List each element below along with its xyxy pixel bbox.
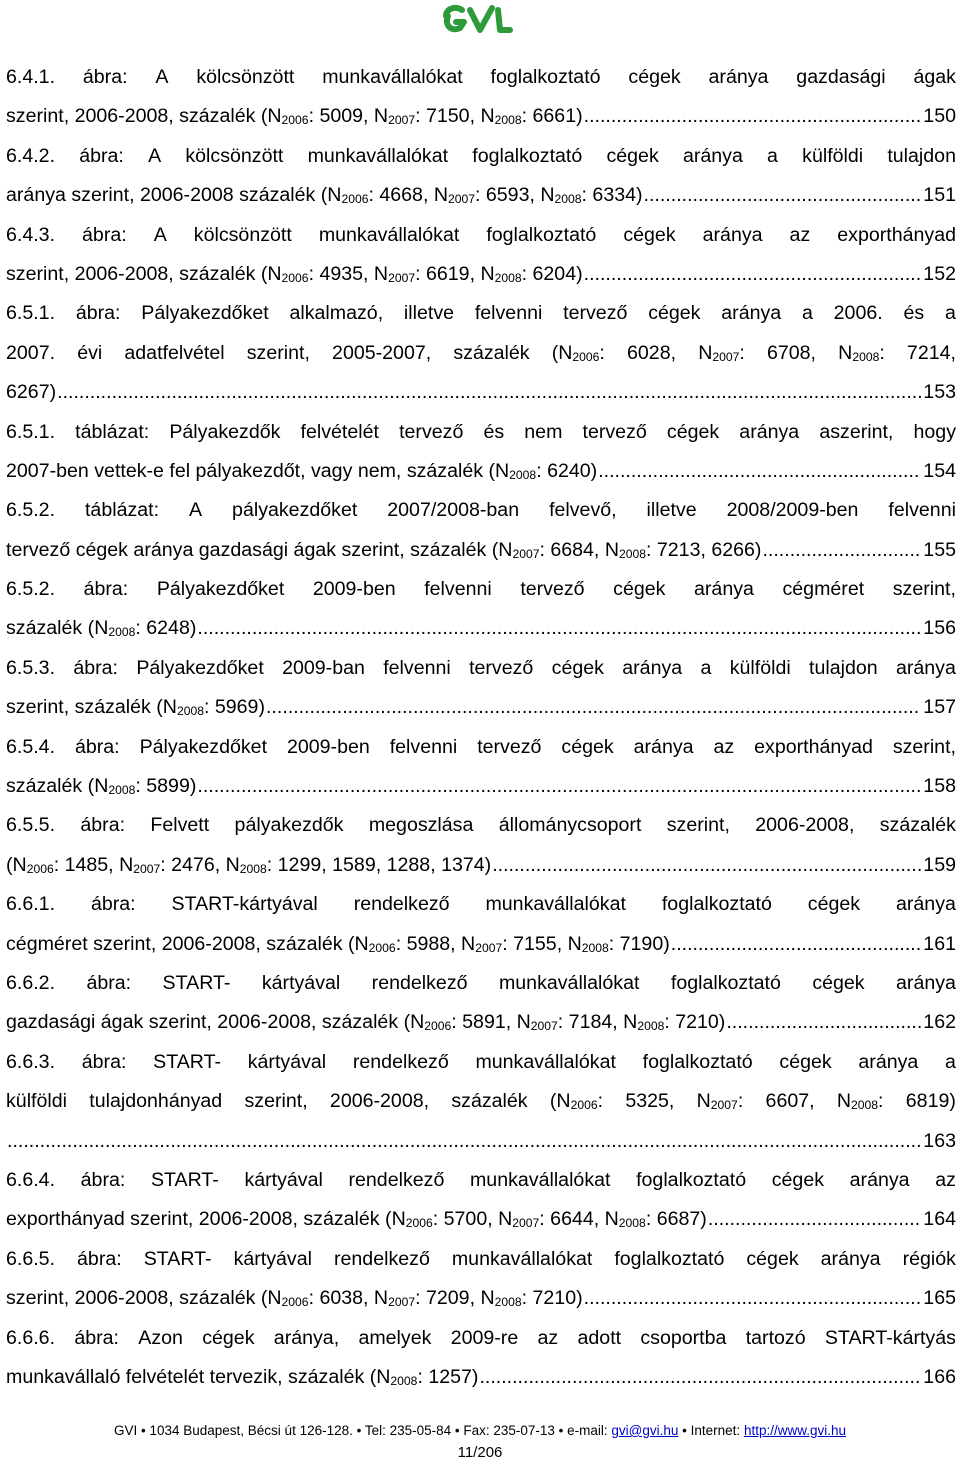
toc-entry-line: 6.4.1. ábra: A kölcsönzött munkavállalókat foglalkoztató cégek aránya gazdasági ágak [6, 66, 956, 88]
toc-entry-line: 6.6.2. ábra: START- kártyával rendelkező munkavállalókat foglalkoztató cégek aránya [6, 971, 956, 994]
toc-entry-line: 6.6.1. ábra: START-kártyával rendelkező munkavállalókat foglalkoztató cégek aránya [6, 893, 956, 916]
toc-dot-leader [479, 1358, 921, 1397]
toc-entry-title-end: szerint, 2006-2008, százalék ($N_{2006}$: 5009, $N_{2007}$: 7150, $N_{2008}$: 6661) [6, 105, 583, 128]
toc-entry-last-line [6, 1003, 956, 1042]
toc-dot-leader [7, 1122, 921, 1161]
toc-entry[interactable] [6, 964, 956, 1043]
toc-entry-title-end: 6267) [6, 381, 57, 404]
toc-entry-last-line [6, 97, 956, 136]
toc-page-number: 150 [923, 105, 956, 128]
toc-entry-title-end: szerint, 2006-2008, százalék ($N_{2006}$: 6038, $N_{2007}$: 7209, $N_{2008}$: 7210) [6, 1287, 583, 1310]
toc-dot-leader [598, 452, 921, 491]
toc-dot-leader [584, 1279, 922, 1318]
toc-entry[interactable] [6, 728, 956, 807]
toc-entry-line: 6.5.2. ábra: Pályakezdőket 2009-ben felvenni tervező cégek aránya cégméret szerint, [6, 578, 956, 601]
toc-entry-line: 6.5.1. táblázat: Pályakezdők felvételét tervező és nem tervező cégek aránya aszerint, hogy [6, 420, 956, 443]
toc-entry-title-end: tervező cégek aránya gazdasági ágak szerint, százalék ($N_{2007}$: 6684, $N_{2008}$: 7213, 6266) [6, 538, 762, 561]
toc-entry-title-end: szerint, 2006-2008, százalék ($N_{2006}$: 4935, $N_{2007}$: 6619, $N_{2008}$: 6204) [6, 262, 583, 285]
footer-email-link[interactable]: gvi@gvi.hu [611, 1423, 679, 1438]
footer-address: GVI • 1034 Budapest, Bécsi út 126-128. • Tel: 235-05-84 • Fax: 235-07-13 • e-mail: [113, 1423, 612, 1438]
toc-page-number: 156 [923, 617, 956, 640]
toc-dot-leader [762, 531, 921, 570]
page-number: 11/206 [457, 1444, 503, 1461]
toc-entry-last-line [6, 609, 956, 648]
toc-entry-line: 6.6.4. ábra: START- kártyával rendelkező munkavállalókat foglalkoztató cégek aránya az [6, 1168, 956, 1191]
toc-entry-title-end: ($N_{2006}$: 1485, $N_{2007}$: 2476, $N_{2008}$: 1299, 1589, 1288, 1374) [6, 853, 492, 876]
toc-entry-line: 6.4.3. ábra: A kölcsönzött munkavállalókat foglalkoztató cégek aránya az exporthányad [6, 223, 956, 246]
toc-page-number: 155 [923, 538, 956, 561]
toc-entry-line: 6.5.3. ábra: Pályakezdőket 2009-ban felvenni tervező cégek aránya a külföldi tulajdon aránya [6, 656, 956, 679]
toc-page-number: 152 [923, 262, 956, 285]
toc-entry-title-end: cégméret szerint, 2006-2008, százalék ($N_{2006}$: 5988, $N_{2007}$: 7155, $N_{2008}$: 7190) [6, 932, 670, 955]
toc-page-number: 154 [923, 459, 956, 482]
toc-page-number: 159 [923, 853, 956, 876]
toc-entry-last-line [6, 1358, 956, 1397]
toc-entry-last-line [6, 176, 956, 215]
toc-entry[interactable] [6, 294, 956, 412]
toc-page-number: 163 [923, 1129, 956, 1152]
toc-dot-leader [266, 688, 921, 727]
toc-dot-leader [584, 97, 922, 136]
toc-entry-last-line [6, 452, 956, 491]
toc-entry-line: 6.6.5. ábra: START- kártyával rendelkező munkavállalókat foglalkoztató cégek aránya régiók [6, 1247, 956, 1270]
toc-page-number: 153 [923, 381, 956, 404]
toc-entry-last-line [6, 767, 956, 806]
toc-dot-leader [708, 1200, 921, 1239]
toc-entry-title-end: szerint, százalék ($N_{2008}$: 5969) [6, 696, 265, 719]
toc-page-number: 166 [923, 1365, 956, 1388]
toc-page-number: 158 [923, 775, 956, 798]
gvi-logo [438, 2, 522, 42]
toc-entry-title-end: gazdasági ágak szerint, 2006-2008, százalék ($N_{2006}$: 5891, $N_{2007}$: 7184, $N_{2008}$: 7210) [6, 1011, 726, 1034]
toc-dot-leader [492, 846, 921, 885]
toc-entry-last-line [6, 688, 956, 727]
table-of-figures [6, 58, 956, 1397]
toc-entry-line: 6.5.1. ábra: Pályakezdőket alkalmazó, illetve felvenni tervező cégek aránya a 2006. és a [6, 302, 956, 325]
toc-entry[interactable] [6, 570, 956, 649]
toc-entry-title-end: 2007-ben vettek-e fel pályakezdőt, vagy nem, százalék ($N_{2008}$: 6240) [6, 459, 598, 482]
toc-entry[interactable] [6, 1240, 956, 1319]
toc-entry-title-end: exporthányad szerint, 2006-2008, százalék ($N_{2006}$: 5700, $N_{2007}$: 6644, $N_{2008}$: 6687) [6, 1208, 707, 1231]
toc-entry-title-end: százalék ($N_{2008}$: 6248) [6, 617, 197, 640]
toc-dot-leader [671, 925, 922, 964]
toc-entry[interactable] [6, 1319, 956, 1398]
toc-dot-leader [584, 255, 922, 294]
toc-entry-title-end: százalék ($N_{2008}$: 5899) [6, 775, 197, 798]
toc-entry-last-line [6, 531, 956, 570]
toc-page-number: 157 [923, 696, 956, 719]
toc-entry-last-line [6, 1122, 956, 1161]
toc-entry[interactable] [6, 649, 956, 728]
toc-entry[interactable] [6, 58, 956, 137]
toc-entry-line: 6.6.3. ábra: START- kártyával rendelkező munkavállalókat foglalkoztató cégek aránya a [6, 1050, 956, 1073]
toc-page-number: 162 [923, 1011, 956, 1034]
toc-entry-line: 6.5.2. táblázat: A pályakezdőket 2007/2008-ban felvevő, illetve 2008/2009-ben felvenni [6, 499, 956, 522]
toc-dot-leader [197, 609, 921, 648]
toc-entry-last-line [6, 846, 956, 885]
toc-entry[interactable] [6, 806, 956, 885]
footer-internet-label: • Internet: [678, 1423, 744, 1438]
toc-entry[interactable] [6, 137, 956, 216]
footer-url-link[interactable]: http://www.gvi.hu [743, 1423, 846, 1438]
toc-entry-title-end: munkavállaló felvételét tervezik, százalék ($N_{2008}$: 1257) [6, 1365, 479, 1388]
toc-entry-line: 6.5.4. ábra: Pályakezdőket 2009-ben felvenni tervező cégek aránya az exporthányad szerint, [6, 735, 956, 758]
toc-entry-last-line [6, 1200, 956, 1239]
toc-dot-leader [644, 176, 922, 215]
toc-entry[interactable] [6, 216, 956, 295]
toc-dot-leader [726, 1003, 921, 1042]
toc-entry-line: 6.5.5. ábra: Felvett pályakezdők megoszlása állománycsoport szerint, 2006-2008, százalék [6, 814, 956, 837]
toc-entry[interactable] [6, 1161, 956, 1240]
toc-entry-line: 6.6.6. ábra: Azon cégek aránya, amelyek 2009-re az adott csoportba tartozó START-kártyás [6, 1326, 956, 1349]
toc-page-number: 151 [923, 184, 956, 207]
toc-entry[interactable] [6, 413, 956, 492]
toc-entry-title-end: aránya szerint, 2006-2008 százalék ($N_{2006}$: 4668, $N_{2007}$: 6593, $N_{2008}$: 6334) [6, 184, 643, 207]
footer-contact [0, 1423, 960, 1438]
toc-entry-last-line [6, 255, 956, 294]
toc-entry[interactable] [6, 491, 956, 570]
toc-page-number: 165 [923, 1287, 956, 1310]
toc-page-number: 164 [923, 1208, 956, 1231]
toc-dot-leader [57, 373, 921, 412]
toc-entry-last-line [6, 1279, 956, 1318]
toc-dot-leader [197, 767, 921, 806]
toc-entry-line: külföldi tulajdonhányad szerint, 2006-2008, százalék ($N_{2006}$: 5325, $N_{2007}$: 6607, $N_{2008}$: 6819) [6, 1090, 956, 1113]
toc-entry[interactable] [6, 1043, 956, 1161]
toc-page-number: 161 [923, 932, 956, 955]
toc-entry-last-line [6, 925, 956, 964]
toc-entry[interactable] [6, 885, 956, 964]
toc-entry-line: 6.4.2. ábra: A kölcsönzött munkavállalókat foglalkoztató cégek aránya a külföldi tulajdon [6, 144, 956, 167]
toc-entry-line: 2007. évi adatfelvétel szerint, 2005-2007, százalék ($N_{2006}$: 6028, $N_{2007}$: 6708, $N_{2008}$: 7214, [6, 341, 956, 364]
toc-entry-last-line [6, 373, 956, 412]
